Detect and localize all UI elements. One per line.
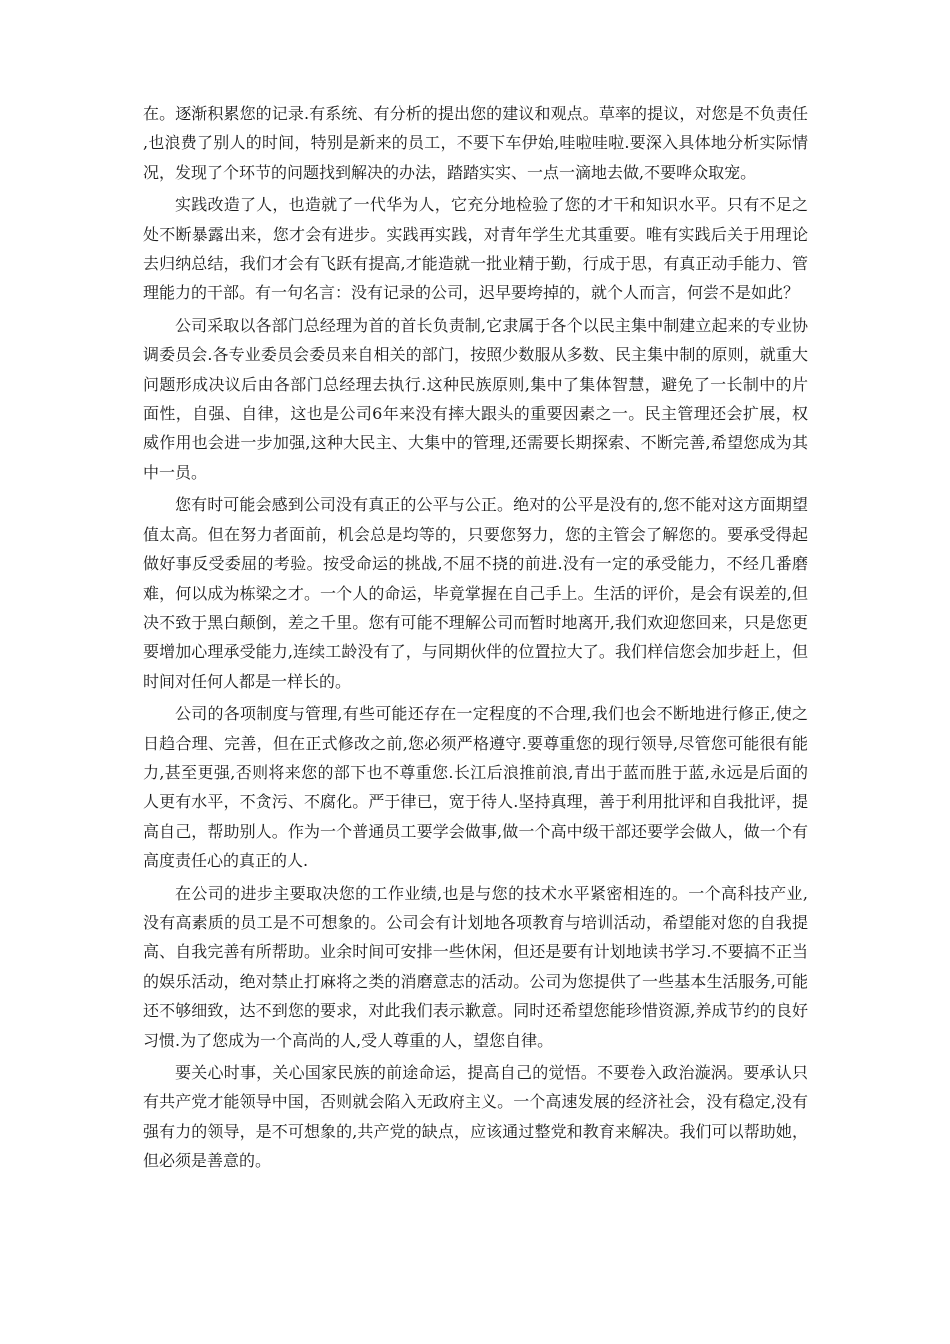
paragraph-progress: 在公司的进步主要取决您的工作业绩,也是与您的技术水平紧密相连的。一个高科技产业,没有高素质的员工是不可想象的。公司会有计划地各项教育与培训活动，希望能对您的自我提高、自我完善有所帮助。业余时间可安排一些休闲，但还是要有计划地读书学习.不要搞不正当的娱乐活动，绝对禁止打麻将之类的消磨意志的活动。公司为您提供了一些基本生活服务,可能还不够细致，达不到您的要求，对此我们表示歉意。同时还希望您能珍惜资源,养成节约的良好习惯.为了您成为一个高尚的人,受人尊重的人，望您自律。 — [143, 883, 808, 1050]
paragraph-continuation: 在。逐渐积累您的记录.有系统、有分析的提出您的建议和观点。草率的提议，对您是不负责任,也浪费了别人的时间，特别是新来的员工，不要下车伊始,哇啦哇啦.要深入具体地分析实际情况，发现了个环节的问题找到解决的办法，踏踏实实、一点一滴地去做,不要哗众取宠。 — [143, 104, 808, 182]
paragraph-management-system: 公司采取以各部门总经理为首的首长负责制,它隶属于各个以民主集中制建立起来的专业协调委员会.各专业委员会委员来自相关的部门，按照少数服从多数、民主集中制的原则，就重大问题形成决议后由各部门总经理去执行.这种民族原则,集中了集体智慧，避免了一长制中的片面性，自强、自律，这也是公司6年来没有摔大跟头的重要因素之一。民主管理还会扩展，权威作用也会进一步加强,这种大民主、大集中的管理,还需要长期探索、不断完善,希望您成为其中一员。 — [143, 315, 808, 482]
paragraph-rules: 公司的各项制度与管理,有些可能还存在一定程度的不合理,我们也会不断地进行修正,使之日趋合理、完善，但在正式修改之前,您必须严格遵守.要尊重您的现行领导,尽管您可能很有能力,甚至更强,否则将来您的部下也不尊重您.长江后浪推前浪,青出于蓝而胜于蓝,永远是后面的人更有水平，不贪污、不腐化。严于律已，宽于待人.坚持真理，善于利用批评和自我批评，提高自己，帮助别人。作为一个普通员工要学会做事,做一个高中级干部还要学会做人，做一个有高度责任心的真正的人. — [143, 704, 808, 871]
document-body — [143, 99, 808, 1179]
paragraph-current-affairs: 要关心时事，关心国家民族的前途命运，提高自己的觉悟。不要卷入政治漩涡。要承认只有共产党才能领导中国，否则就会陷入无政府主义。一个高速发展的经济社会，没有稳定,没有强有力的领导，是不可想象的,共产党的缺点，应该通过整党和教育来解决。我们可以帮助她，但必须是善意的。 — [143, 1063, 808, 1171]
paragraph-practice: 实践改造了人，也造就了一代华为人，它充分地检验了您的才干和知识水平。只有不足之处不断暴露出来，您才会有进步。实践再实践，对青年学生尤其重要。唯有实践后关于用理论去归纳总结，我们才会有飞跃有提高,才能造就一批业精于勤，行成于思，有真正动手能力、管理能力的干部。有一句名言：没有记录的公司，迟早要垮掉的，就个人而言，何尝不是如此？ — [143, 195, 808, 303]
paragraph-fairness: 您有时可能会感到公司没有真正的公平与公正。绝对的公平是没有的,您不能对这方面期望值太高。但在努力者面前，机会总是均等的，只要您努力，您的主管会了解您的。要承受得起做好事反受委屈的考验。按受命运的挑战,不屈不挠的前进.没有一定的承受能力，不经几番磨难，何以成为栋梁之才。一个人的命运，毕竟掌握在自己手上。生活的评价，是会有误差的,但决不致于黑白颠倒，差之千里。您有可能不理解公司而暂时地离开,我们欢迎您回来，只是您更要增加心理承受能力,连续工龄没有了，与同期伙伴的位置拉大了。我们样信您会加步赶上，但时间对任何人都是一样长的。 — [143, 495, 808, 691]
